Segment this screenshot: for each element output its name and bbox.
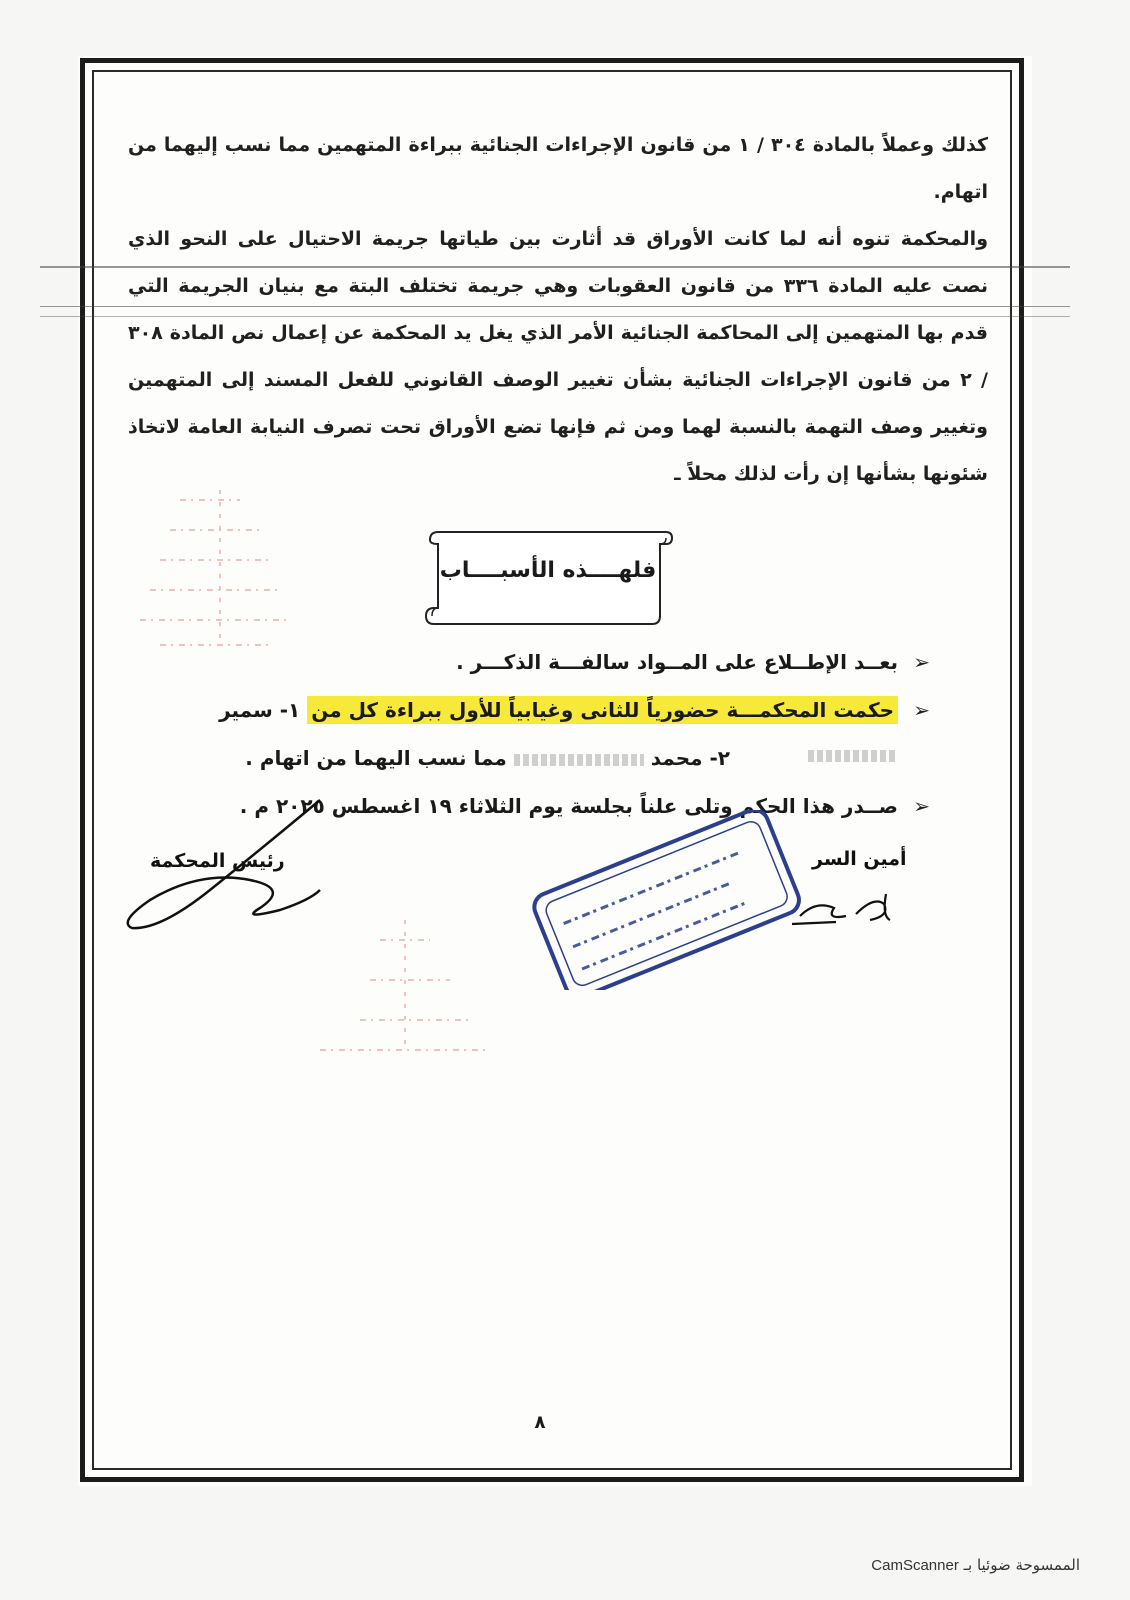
secretary-signature bbox=[786, 886, 906, 936]
redacted-name bbox=[514, 754, 644, 766]
arrow-bullet-icon: ➢ bbox=[913, 698, 930, 722]
highlighted-ruling: حكمت المحكمـــة حضورياً للثانى وغيابياً للأول ببراءة كل من bbox=[307, 696, 898, 724]
arrow-bullet-icon: ➢ bbox=[913, 650, 930, 674]
redacted-name bbox=[808, 750, 898, 762]
paragraph-1: كذلك وعملاً بالمادة ٣٠٤ / ١ من قانون الإجراءات الجنائية ببراءة المتهمين مما نسب إليهما من اتهام. bbox=[128, 134, 989, 203]
secretary-label: أمين السر bbox=[812, 848, 907, 870]
camscanner-brand: CamScanner bbox=[871, 1557, 959, 1574]
body-text bbox=[128, 122, 988, 498]
reasons-heading-frame bbox=[420, 528, 676, 628]
faint-red-seal bbox=[300, 900, 520, 1080]
list-item: ➢ بعــد الإطــلاع على المــواد سالفـــة الذكـــر . bbox=[130, 640, 930, 688]
page-number: ٨ bbox=[534, 1412, 546, 1433]
reasons-heading: فلهــــذه الأسبــــاب bbox=[439, 558, 657, 583]
arrow-bullet-icon: ➢ bbox=[913, 794, 930, 818]
faint-red-seal bbox=[110, 470, 330, 670]
court-stamp bbox=[522, 810, 802, 990]
paragraph-2: والمحكمة تنوه أنه لما كانت الأوراق قد أثارت بين طياتها جريمة الاحتيال على النحو الذي نصت عليه المادة ٣٣٦ من قانون العقوبات وهي جريمة تختلف البتة مع بنيان الجريمة التي قدم بها المتهمين إلى المحاكمة الجنائية الأمر الذي يغل يد المحكمة عن إعمال نص المادة ٣٠٨ / ٢ من قانون الإجراءات الجنائية بشأن تغيير الوصف القانوني للفعل المسند إلى المتهمين وتغيير وصف التهمة بالنسبة لهما ومن ثم فإنها تضع الأوراق تحت تصرف النيابة العامة لاتخاذ شئونها بشأنها إن رأت لذلك محلاً ـ bbox=[128, 228, 988, 485]
scanner-watermark: الممسوحة ضوئيا بـ CamScanner bbox=[871, 1556, 1080, 1574]
president-label: رئيس المحكمة bbox=[150, 850, 285, 872]
list-item: ➢ صــدر هذا الحكم وتلى علناً بجلسة يوم الثلاثاء ١٩ اغسطس ٢٠٢٥ م . bbox=[130, 784, 930, 832]
list-item-continuation: ٢- محمد مما نسب اليهما من اتهام . bbox=[245, 746, 730, 770]
list-item: ➢ حكمت المحكمـــة حضورياً للثانى وغيابياً للأول ببراءة كل من ١- سمير bbox=[130, 688, 930, 736]
